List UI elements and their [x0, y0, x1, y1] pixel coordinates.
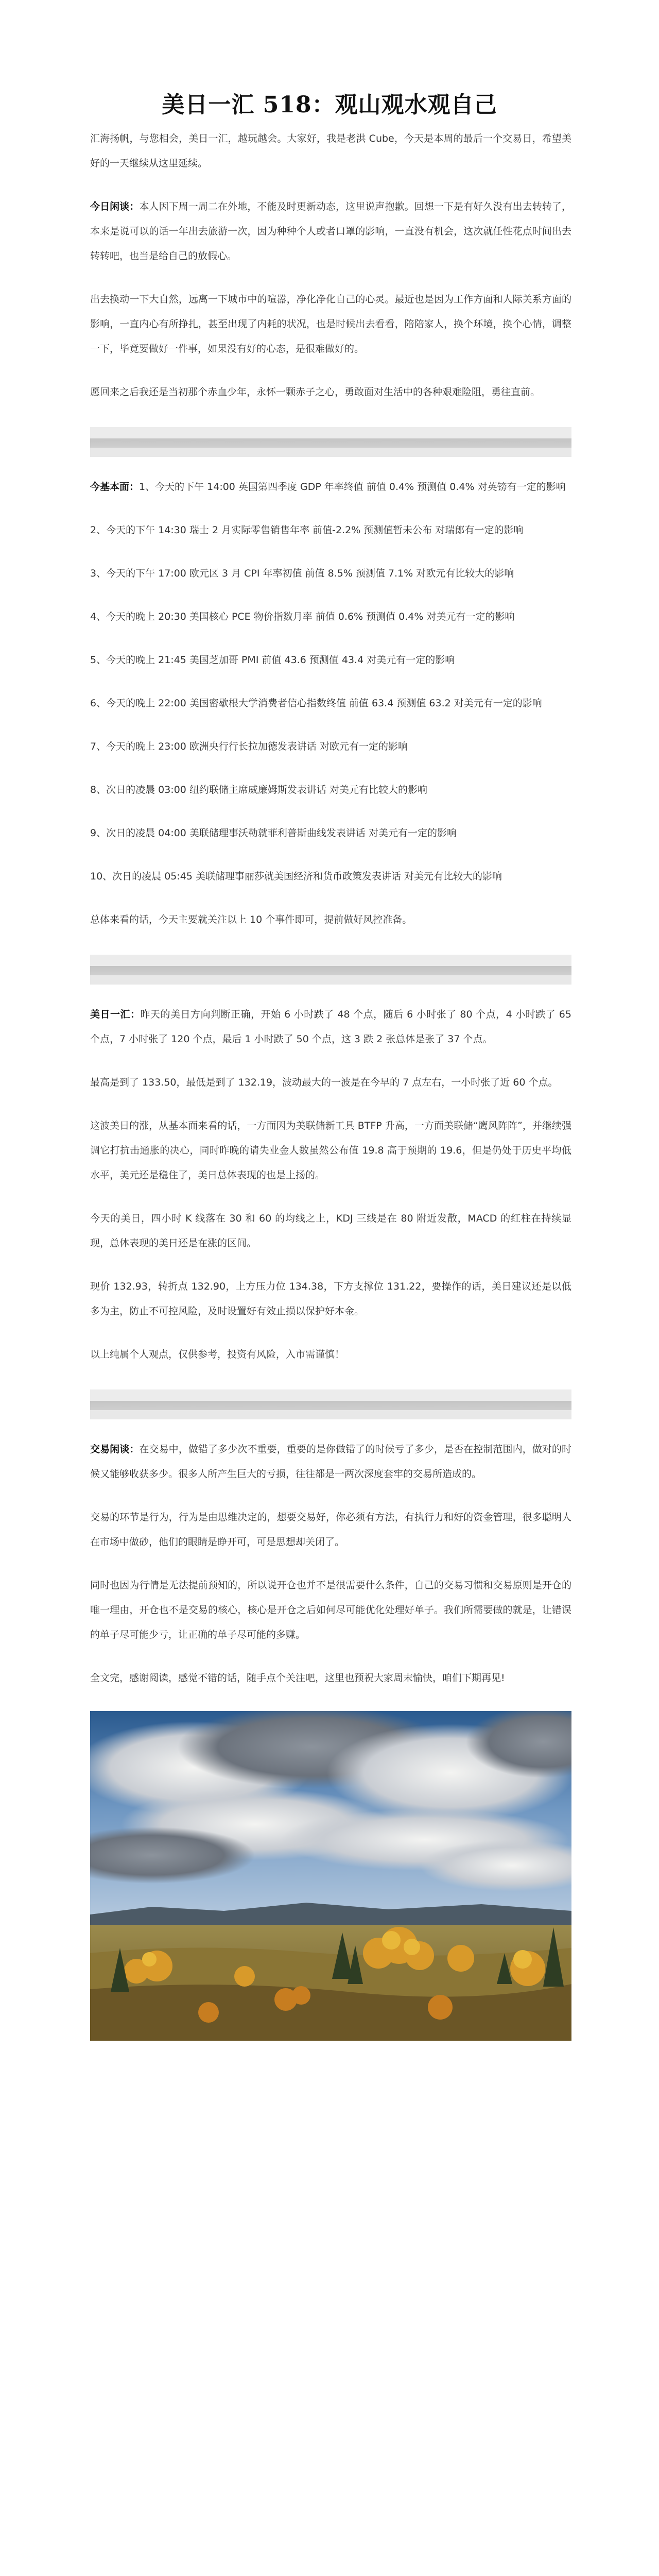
article-body [90, 126, 571, 2041]
landscape-photo [90, 1711, 571, 2041]
trading-insight-paragraph-3: 同时也因为行情是无法提前预知的，所以说开仓也并不是很需要什么条件，自己的交易习惯和交易原则是开仓的唯一理由，开仓也不是交易的核心，核心是开仓之后如何尽可能优化处理好单子。我们所需要做的就是，让错误的单子尽可能少亏，让正确的单子尽可能的多赚。 [90, 1580, 571, 1640]
section-divider-2 [90, 955, 571, 985]
usdjpy-paragraph-2: 最高是到了 133.50，最低是到了 132.19，波动最大的一波是在今早的 7 点左右，一小时张了近 60 个点。 [90, 1077, 558, 1088]
fundamentals-item-9: 9、次日的凌晨 04:00 美联储理事沃勒就菲利普斯曲线发表讲话 对美元有一定的影响 [90, 827, 457, 839]
fundamentals-item-4: 4、今天的晚上 20:30 美国核心 PCE 物价指数月率 前值 0.6% 预测值 0.4% 对美元有一定的影响 [90, 611, 515, 622]
fundamentals-item-3: 3、今天的下午 17:00 欧元区 3 月 CPI 年率初值 前值 8.5% 预测值 7.1% 对欧元有比较大的影响 [90, 568, 514, 579]
usdjpy-paragraph-3: 这波美日的涨，从基本面来看的话，一方面因为美联储新工具 BTFP 升高，一方面美联储“鹰风阵阵”，并继续强调它打抗击通胀的决心，同时昨晚的请失业金人数虽然公布值 19.8 高于预期的 19.6，但是仍处于历史平均低水平，美元还是稳住了，美日总体表现的也是上扬的。 [90, 1120, 571, 1181]
fundamentals-item-2: 2、今天的下午 14:30 瑞士 2 月实际零售销售年率 前值-2.2% 预测值暂未公布 对瑞郎有一定的影响 [90, 524, 524, 536]
trading-insight-paragraph-2: 交易的环节是行为，行为是由思维决定的，想要交易好，你必须有方法，有执行力和好的资金管理，很多聪明人在市场中做砂，他们的眼睛是睁开可，可是思想却关闭了。 [90, 1512, 571, 1548]
usdjpy-paragraph-4: 今天的美日，四小时 K 线落在 30 和 60 的均线之上，KDJ 三线是在 80 附近发散，MACD 的红柱在持续显现，总体表现的美日还是在涨的区间。 [90, 1213, 571, 1249]
usdjpy-paragraph-1: 美日一汇：昨天的美日方向判断正确，开始 6 小时跌了 48 个点，随后 6 小时张了 80 个点，4 小时跌了 65 个点，7 小时张了 120 个点，最后 1 小时跌了 50 个点，这 3 跌 2 张总体是张了 37 个点。 [90, 1009, 571, 1045]
fundamentals-label: 今基本面： [90, 481, 140, 493]
usdjpy-paragraph-6: 以上纯属个人观点，仅供参考，投资有风险，入市需谨慎！ [90, 1349, 345, 1360]
section-divider-3 [90, 1389, 571, 1419]
section-divider-1 [90, 427, 571, 457]
today-reading-label: 今日闲谈： [90, 201, 140, 212]
article-title: 美日一汇 518：观山观水观自己 [162, 92, 497, 118]
usdjpy-label: 美日一汇： [90, 1009, 141, 1020]
trading-insight-label: 交易闲谈： [90, 1444, 140, 1455]
today-reading-paragraph-1 [90, 194, 571, 268]
closing-paragraph: 全文完，感谢阅读，感觉不错的话，随手点个关注吧，这里也预祝大家周末愉快，咱们下期再见! [90, 1672, 505, 1684]
fundamentals-item-10: 10、次日的凌晨 05:45 美联储理事丽莎就美国经济和货币政策发表讲话 对美元有比较大的影响 [90, 871, 502, 882]
fundamentals-item-6: 6、今天的晚上 22:00 美国密歇根大学消费者信心指数终值 前值 63.4 预测值 63.2 对美元有一定的影响 [90, 698, 542, 709]
today-reading-paragraph-2: 出去换动一下大自然，远离一下城市中的喧嚣，净化净化自己的心灵。最近也是因为工作方面和人际关系方面的影响，一直内心有所挣扎，甚至出现了内耗的状况，也是时候出去看看，陪陪家人，换个环境，换个心情，调整一下，毕竟要做好一件事，如果没有好的心态，是很难做好的。 [90, 294, 571, 354]
fundamentals-item-5: 5、今天的晚上 21:45 美国芝加哥 PMI 前值 43.6 预测值 43.4 对美元有一定的影响 [90, 654, 455, 666]
fundamentals-item-1: 今基本面：1、今天的下午 14:00 英国第四季度 GDP 年率终值 前值 0.4% 预测值 0.4% 对英镑有一定的影响 [90, 481, 566, 493]
fundamentals-item-8: 8、次日的凌晨 03:00 纽约联储主席威廉姆斯发表讲话 对美元有比较大的影响 [90, 784, 427, 795]
fundamentals-summary: 总体来看的话，今天主要就关注以上 10 个事件即可，提前做好风控准备。 [90, 914, 412, 925]
fundamentals-item-7: 7、今天的晚上 23:00 欧洲央行行长拉加德发表讲话 对欧元有一定的影响 [90, 741, 408, 752]
today-reading-paragraph-3: 愿回来之后我还是当初那个赤血少年，永怀一颗赤子之心，勇敢面对生活中的各种艰难险阻，勇往直前。 [90, 386, 541, 398]
trading-insight-paragraph-1: 交易闲谈：在交易中，做错了多少次不重要，重要的是你做错了的时候亏了多少，是否在控制范围内，做对的时候又能够收获多少。很多人所产生巨大的亏损，往往都是一两次深度套牢的交易所造成的。 [90, 1444, 571, 1480]
intro-paragraph: 汇海扬帆，与您相会，美日一汇，越玩越会。大家好，我是老洪 Cube，今天是本周的最后一个交易日，希望美好的一天继续从这里延续。 [90, 133, 571, 169]
usdjpy-paragraph-5: 现价 132.93，转折点 132.90，上方压力位 134.38，下方支撑位 131.22，要操作的话，美日建议还是以低多为主，防止不可控风险，及时设置好有效止损以保护好本金。 [90, 1281, 571, 1317]
today-reading-text-1: 本人因下周一周二在外地，不能及时更新动态，这里说声抱歉。回想一下是有好久没有出去转转了，本来是说可以的话一年出去旅游一次，因为种种个人或者口罩的影响，一直没有机会，这次就任性花点时间出去转转吧，也当是给自己的放假心。 [90, 201, 571, 262]
